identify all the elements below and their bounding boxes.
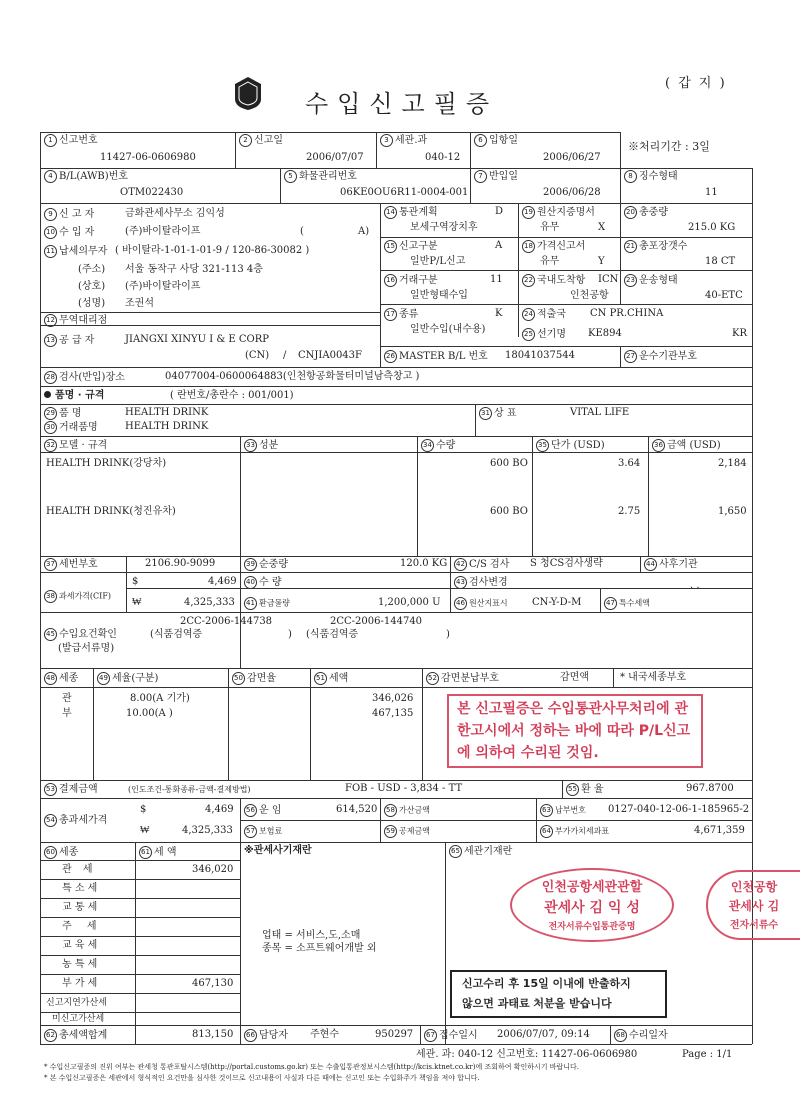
seal-partial-line-1: 인천공항 (730, 880, 778, 894)
trade-product: HEALTH DRINK (125, 421, 209, 432)
supplier-slash: / (283, 350, 287, 361)
logo-text: 관세청 KOREA CUSTOMS SERVICE (227, 111, 266, 119)
taxable-krw: 4,325,333 (184, 597, 235, 608)
freight: 614,520 (336, 804, 378, 815)
supplier-country: (CN) (245, 350, 270, 361)
taxable-label: 38 과세가격(CIF) (44, 590, 111, 603)
officer: 주현수 (310, 1029, 339, 1040)
cargo-number: 06KE0OU6R11-0004-001 (340, 187, 469, 198)
customs-emblem-icon (233, 75, 263, 111)
broker-seal (510, 868, 674, 942)
summary-amount-label: 61 세 액 (139, 846, 177, 859)
internal-code-label: * 내국세종부호 (620, 672, 687, 683)
officer-no: 950297 (375, 1029, 414, 1040)
kind-label: 17 종류 (384, 308, 418, 321)
seal-line-2: 관세사 김 익 성 (544, 900, 640, 916)
payment-no-label: 63 납부번호 (540, 804, 586, 817)
req2-no: 2CC-2006-144740 (330, 616, 423, 627)
decl-type-code: A (495, 240, 503, 251)
cargo-label: 5 화물관리번호 (284, 170, 357, 183)
bullet-icon (44, 391, 51, 398)
post-label: 44 사후기관 (644, 558, 698, 571)
refund-label: 41 환급물량 (244, 597, 290, 610)
line-1-price: 3.64 (618, 458, 641, 469)
settlement-label: 53 결제금액 (44, 783, 98, 796)
supplier: JIANGXI XINYU I & E CORP (125, 334, 269, 345)
origin-cert-sub: 유무 (540, 222, 560, 233)
receipt-time: 2006/07/07, 09:14 (497, 1029, 590, 1040)
arrival-port: 인천공항 (570, 290, 609, 301)
req1-no: 2CC-2006-144738 (180, 616, 273, 627)
footer-page: Page : 1/1 (682, 1049, 733, 1060)
bl-number: OTM022430 (120, 187, 184, 198)
insurance-label: 57 보험료 (244, 825, 282, 838)
kind: 일반수입(내수용) (410, 324, 486, 335)
summary-row-7-kind: 부 가 세 (62, 978, 98, 989)
declarant: 금화관세사무소 김익성 (125, 208, 225, 219)
total-tax-label: 62 총세액합계 (44, 1029, 107, 1042)
addition-label: 58 가산금액 (384, 804, 430, 817)
tax-type-label: 48 세종 (44, 672, 78, 685)
importer: (주)바이탈라이프 (125, 226, 201, 237)
importer-paren: ( (300, 226, 304, 237)
summary-row-3-kind: 교 통 세 (62, 902, 98, 913)
vessel: KE894 (588, 328, 622, 339)
customs-office: 040-12 (425, 152, 461, 163)
firm-label: (상호) (78, 281, 106, 292)
col-qty: 34 수량 (421, 439, 455, 452)
summary-row-7-amount: 467,130 (192, 978, 234, 989)
address: 서울 동작구 사당 321-113 4층 (125, 264, 263, 275)
customs-note-label: 65 세관기재란 (449, 845, 512, 858)
release-notice (450, 970, 667, 1018)
vessel-country: KR (732, 328, 747, 339)
receipt-label: 67 접수일시 (424, 1029, 478, 1042)
reduction-rate-label: 50 감면율 (232, 672, 276, 685)
gross-weight-label: 20 총중량 (624, 206, 668, 219)
summary-row-4-kind: 주 세 (62, 921, 103, 932)
declaration-date: 2006/07/07 (306, 152, 364, 163)
officer-label: 66 담당자 (244, 1029, 288, 1042)
taxable-krw-sym: ₩ (132, 597, 142, 608)
exchange-rate-label: 55 환 율 (566, 783, 604, 796)
transport-label: 23 운송형태 (624, 274, 678, 287)
origin-mark: CN-Y-D-M (532, 597, 582, 608)
cs-check: S 청CS검사생략 (530, 558, 603, 569)
entry-date-label: 6 입항일 (474, 134, 518, 147)
trade-type: 일반형태수입 (410, 290, 468, 301)
footer-note-2: * 본 수입신고필증은 세관에서 형식적인 요건만을 심사한 것이므로 신고내용이 사실과 다른 때에는 신고인 또는 수입화주가 책임을 져야 합니다. (44, 1074, 480, 1082)
total-usd-sym: $ (140, 804, 147, 815)
arrival-port-code: ICN (598, 274, 619, 285)
settlement-note: (인도조건-통화종류-금액-결제방법) (128, 785, 251, 794)
representative-name: 조권석 (125, 298, 154, 309)
tax-row-2-kind: 부 (62, 708, 72, 719)
summary-row-5-kind: 교 육 세 (62, 940, 98, 951)
summary-row-8-kind: 신고지연가산세 (46, 998, 107, 1008)
taxable-usd-sym: $ (132, 576, 139, 587)
line-2-price: 2.75 (618, 506, 641, 517)
req2-name: (식품검역증 (306, 629, 359, 640)
line-2-model: HEALTH DRINK(청진유차) (46, 506, 176, 517)
taxpayer-code: ( 바이탈라-1-01-1-01-9 / 120-86-30082 ) (115, 245, 310, 256)
notice-line-2: 않으면 과태료 처분을 받습니다 (462, 997, 612, 1010)
payment-no: 0127-040-12-06-1-185965-2 (608, 804, 750, 815)
cs-label: 42 C/S 검사 (454, 558, 509, 571)
seal-line-1: 인천공항세관관할 (541, 880, 643, 895)
refund-qty: 1,200,000 U (378, 597, 441, 608)
decl-type-label: 15 신고구분 (384, 240, 438, 253)
footer-meta: 세관. 과: 040-12 신고번호: 11427-06-0606980 (416, 1049, 638, 1060)
packages-label: 21 총포장갯수 (624, 240, 687, 253)
customs-plan-code: D (495, 206, 504, 217)
address-label: (주소) (78, 264, 106, 275)
tax-rate-label: 49 세율(구분) (97, 672, 158, 685)
special-label: 47 특수세액 (604, 597, 650, 610)
total-krw-sym: ₩ (140, 825, 150, 836)
declaration-date-label: 2 신고일 (239, 134, 283, 147)
business-category: 종목 = 소프트웨어개발 외 (262, 943, 377, 954)
trade-type-code: 11 (490, 274, 503, 285)
carrier-label: 27 운수기관부호 (624, 350, 697, 363)
inspection-place: 04077004-0600064883(인천항공화물터미널남측창고 ) (165, 371, 420, 382)
origin-cert: X (598, 222, 606, 233)
post-mark: . . (690, 580, 700, 591)
processing-period: ※처리기간 : 3일 (628, 140, 710, 153)
decl-type: 일반P/L신고 (410, 256, 466, 267)
product-label: 29 품 명 (44, 407, 82, 420)
col-price: 35 단가 (USD) (536, 439, 605, 452)
insp-change-label: 43 검사변경 (454, 576, 508, 589)
product: HEALTH DRINK (125, 407, 209, 418)
tax-amount-label: 51 세액 (314, 672, 348, 685)
acceptance-stamp: 본 신고필증은 수입통관사무처리에 관한고시에서 정하는 바에 따라 P/L신고에 의하여 수리된 것임. (447, 694, 703, 768)
summary-row-9-kind: 미신고가산세 (52, 1014, 105, 1024)
hs-label: 37 세번부호 (44, 558, 98, 571)
taxpayer-label: 11 납세의무자 (44, 245, 107, 258)
master-bl: 18041037544 (505, 350, 575, 361)
importer-code: A) (358, 226, 370, 237)
name-label: (성명) (78, 298, 106, 309)
customs-logo (227, 75, 266, 119)
qty-label: 40 수 량 (244, 576, 282, 589)
line-1-qty: 600 BO (490, 458, 528, 469)
seal-partial-line-2: 관세사 김 (728, 899, 780, 913)
settlement: FOB - USD - 3,834 - TT (345, 783, 463, 794)
net-weight-label: 39 순중량 (244, 558, 288, 571)
collection-label: 8 징수형태 (624, 170, 678, 183)
business-type: 업태 = 서비스,도,소매 (262, 930, 361, 941)
packages: 18 CT (705, 256, 736, 267)
ship-country: CN PR.CHINA (590, 308, 664, 319)
line-1-model: HEALTH DRINK(강당차) (46, 458, 167, 469)
hs-code: 2106.90-9099 (145, 558, 216, 569)
tax-row-2-rate: 10.00(A ) (126, 708, 173, 719)
import-date: 2006/06/28 (543, 187, 601, 198)
trade-product-label: 30 거래품명 (44, 421, 98, 434)
importer-label: 10 수 입 자 (44, 226, 94, 239)
seal-partial-line-3: 전자서류수 (729, 920, 779, 931)
col-amount: 36 금액 (USD) (652, 439, 721, 452)
declaration-no-label: 1 신고번호 (44, 134, 98, 147)
customs-plan-label: 14 통관계획 (384, 206, 438, 219)
requirement-label-2: (발급서류명) (58, 643, 115, 654)
tax-row-1-amount: 346,026 (372, 693, 414, 704)
vat-base: 4,671,359 (694, 825, 745, 836)
page-title: 수입신고필증 (305, 90, 499, 118)
net-weight: 120.0 KG (400, 558, 448, 569)
vessel-label: 25 선기명 (522, 328, 566, 341)
reduction-amount-label: 감면액 (560, 672, 589, 683)
broker-note-label: ※관세사기재란 (244, 845, 312, 856)
firm: (주)바이탈라이프 (125, 281, 201, 292)
supplier-code: CNJIA0043F (298, 350, 362, 361)
customs-plan: 보세구역장치후 (410, 222, 478, 233)
total-taxable-label: 54 총과세가격 (44, 814, 107, 827)
collection-type: 11 (705, 187, 718, 198)
brand-label: 31 상 표 (479, 407, 517, 420)
summary-row-1-kind: 관 세 (62, 864, 97, 875)
total-tax: 813,150 (192, 1029, 234, 1040)
line-2-qty: 600 BO (490, 506, 528, 517)
declarant-label: 9 신 고 자 (44, 208, 94, 221)
summary-row-6-kind: 농 특 세 (62, 959, 98, 970)
line-1-amount: 2,184 (718, 458, 747, 469)
trade-type-label: 16 거래구분 (384, 274, 438, 287)
price-decl-label: 18 가격신고서 (522, 240, 585, 253)
total-krw: 4,325,333 (182, 825, 233, 836)
tax-row-2-amount: 467,135 (372, 708, 414, 719)
req2-paren: ) (446, 629, 450, 640)
col-model: 32 모델 · 규격 (44, 439, 107, 452)
taxable-usd: 4,469 (208, 576, 237, 587)
transport-type: 40-ETC (705, 290, 743, 301)
entry-date: 2006/06/27 (543, 152, 601, 163)
freight-label: 56 운 임 (244, 804, 282, 817)
item-section-label: 품명 · 규격 (44, 390, 104, 402)
ship-country-label: 24 적출국 (522, 308, 566, 321)
reduction-code-label: 52 감면분납부호 (426, 672, 499, 685)
accept-label: 68 수리일자 (614, 1029, 668, 1042)
seal-line-3: 전자서류수입통관증명 (548, 922, 636, 932)
declaration-no: 11427-06-0606980 (100, 152, 196, 163)
arrival-port-label: 22 국내도착항 (522, 274, 585, 287)
supplier-label: 13 공 급 자 (44, 334, 94, 347)
deduction-label: 59 공제금액 (384, 825, 430, 838)
req1-name: (식품검역증 (150, 629, 203, 640)
total-usd: 4,469 (205, 804, 234, 815)
bl-label: 4 B/L(AWB)번호 (44, 170, 128, 183)
item-section-index: ( 란번호/총란수 : 001/001) (170, 390, 294, 401)
brand: VITAL LIFE (570, 407, 630, 418)
agent-label: 12 무역대리점 (44, 314, 107, 327)
tax-row-1-rate: 8.00(A 기가) (130, 693, 190, 704)
inspection-label: 28 검사(반입)장소 (44, 371, 125, 384)
kind-code: K (495, 308, 503, 319)
customs-office-label: 3 세관.과 (380, 134, 427, 147)
summary-row-2-kind: 특 소 세 (62, 883, 98, 894)
tax-row-1-kind: 관 (62, 693, 72, 704)
notice-line-1: 신고수리 후 15일 이내에 반출하지 (462, 977, 631, 990)
footer-note-1: * 수입신고필증의 진위 여부는 관세청 통관포탈시스템(http://portal.customs.go.kr) 또는 수출입통관정보시스템(http://kcis.ktnet.co.kr)에 조회하여 확인하시기 바랍니다. (44, 1063, 580, 1071)
price-decl-sub: 유무 (540, 256, 560, 267)
vat-base-label: 64 부가가치세과표 (540, 825, 609, 838)
price-decl: Y (598, 256, 605, 267)
broker-seal-partial (706, 870, 800, 940)
copy-mark: ( 갑 지 ) (665, 76, 727, 91)
origin-mark-label: 46 원산지표시 (454, 597, 508, 610)
line-2-amount: 1,650 (718, 506, 747, 517)
exchange-rate: 967.8700 (686, 783, 734, 794)
gross-weight: 215.0 KG (688, 222, 736, 233)
origin-cert-label: 19 원산지증명서 (522, 206, 595, 219)
col-ingredient: 33 성분 (244, 439, 278, 452)
master-bl-label: 26 MASTER B/L 번호 (384, 350, 488, 363)
summary-row-1-amount: 346,020 (192, 864, 234, 875)
req1-paren: ) (288, 629, 292, 640)
requirement-label: 45 수입요건확인 (44, 628, 117, 641)
import-date-label: 7 반입일 (474, 170, 518, 183)
summary-type-label: 60 세종 (44, 846, 78, 859)
